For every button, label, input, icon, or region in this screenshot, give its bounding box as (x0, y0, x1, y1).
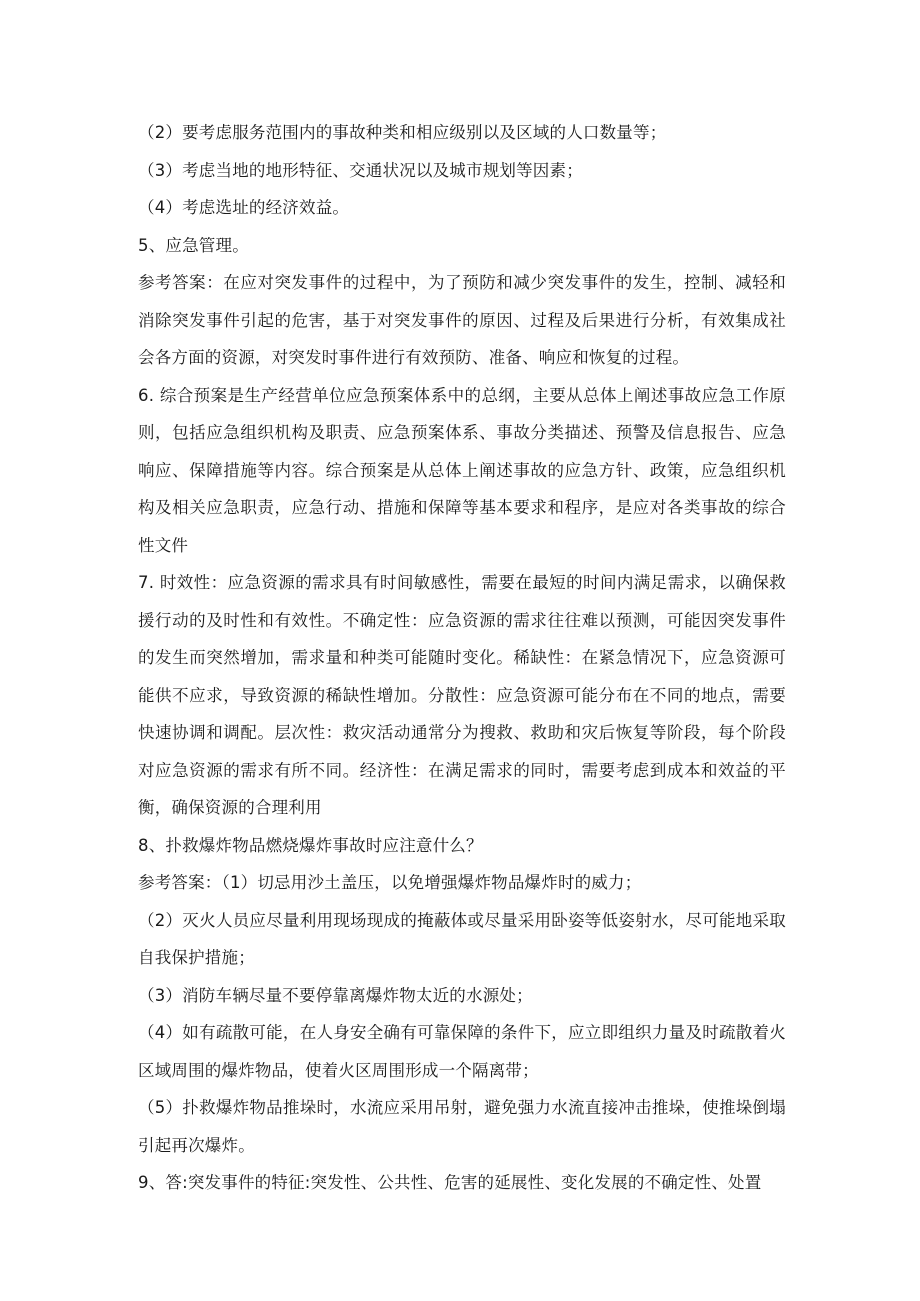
paragraph: 参考答案：（1）切忌用沙土盖压，以免增强爆炸物品爆炸时的威力； (138, 873, 642, 892)
paragraph: 9、答:突发事件的特征:突发性、公共性、危害的延展性、变化发展的不确定性、处置 (138, 1173, 762, 1192)
paragraph: （5）扑救爆炸物品推垛时，水流应采用吊射，避免强力水流直接冲击推垛，使推垛倒塌引起再次爆炸。 (138, 1098, 786, 1155)
paragraph: （4）考虑选址的经济效益。 (138, 198, 350, 217)
paragraph: （2）要考虑服务范围内的事故种类和相应级别以及区域的人口数量等； (138, 123, 667, 142)
paragraph: 6. 综合预案是生产经营单位应急预案体系中的总纲，主要从总体上阐述事故应急工作原则，包括应急组织机构及职责、应急预案体系、事故分类描述、预警及信息报告、应急响应、保障措施等内容。综合预案是从总体上阐述事故的应急方针、政策，应急组织机构及相关应急职责，应急行动、措施和保障等基本要求和程序，是应对各类事故的综合性文件 (138, 385, 786, 555)
paragraph: 7. 时效性：应急资源的需求具有时间敏感性，需要在最短的时间内满足需求，以确保救援行动的及时性和有效性。不确定性：应急资源的需求往往难以预测，可能因突发事件的发生而突然增加，需求量和种类可能随时变化。稀缺性：在紧急情况下，应急资源可能供不应求，导致资源的稀缺性增加。分散性：应急资源可能分布在不同的地点，需要快速协调和调配。层次性：救灾活动通常分为搜救、救助和灾后恢复等阶段，每个阶段对应急资源的需求有所不同。经济性：在满足需求的同时，需要考虑到成本和效益的平衡，确保资源的合理利用 (138, 573, 786, 817)
document-page (138, 114, 786, 1202)
paragraph: （3）考虑当地的地形特征、交通状况以及城市规划等因素； (138, 160, 583, 180)
paragraph-heading: 8、扑救爆炸物品燃烧爆炸事故时应注意什么？ (138, 835, 483, 855)
paragraph-heading: 5、应急管理。 (138, 235, 249, 255)
paragraph: 参考答案：在应对突发事件的过程中，为了预防和减少突发事件的发生，控制、减轻和消除突发事件引起的危害，基于对突发事件的原因、过程及后果进行分析，有效集成社会各方面的资源，对突发时事件进行有效预防、准备、响应和恢复的过程。 (138, 273, 786, 367)
paragraph: （2）灭火人员应尽量利用现场现成的掩蔽体或尽量采用卧姿等低姿射水，尽可能地采取自我保护措施； (138, 910, 786, 967)
paragraph: （3）消防车辆尽量不要停靠离爆炸物太近的水源处； (138, 985, 533, 1005)
paragraph: （4）如有疏散可能，在人身安全确有可靠保障的条件下，应立即组织力量及时疏散着火区域周围的爆炸物品，使着火区周围形成一个隔离带； (138, 1023, 786, 1080)
